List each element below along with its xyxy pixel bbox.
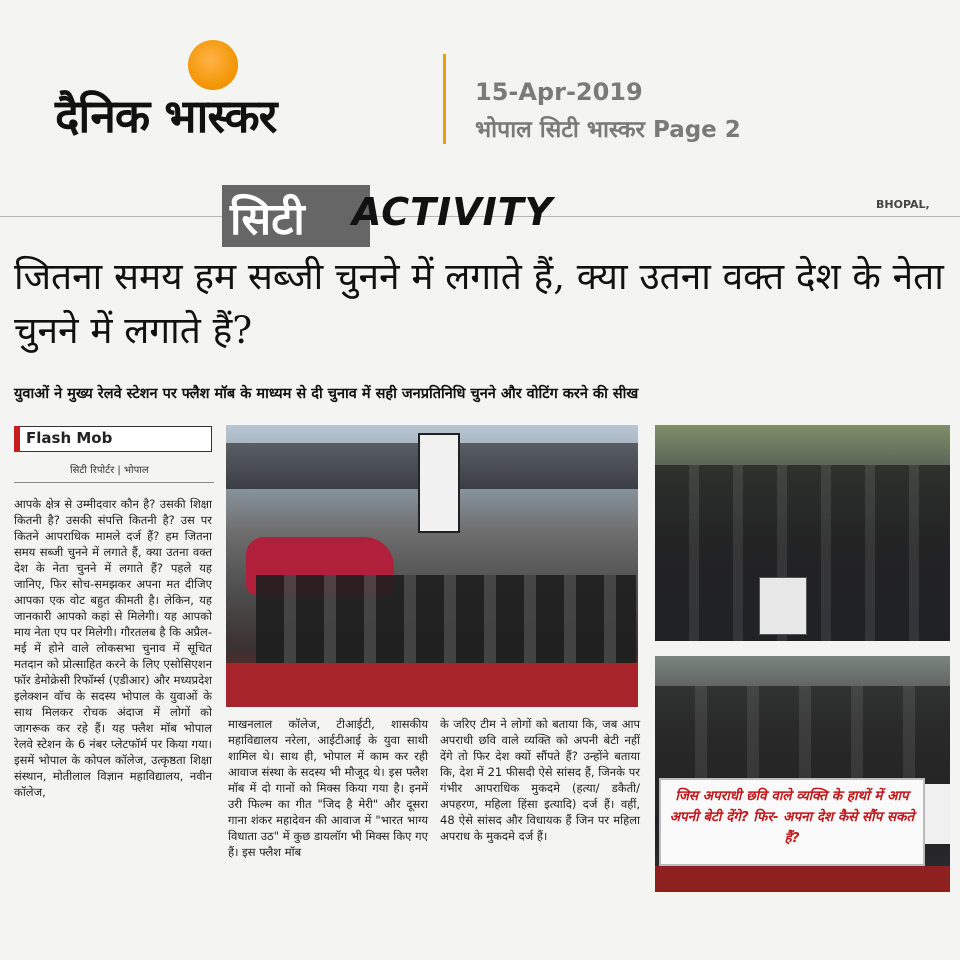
masthead-divider	[443, 54, 446, 144]
red-carpet	[226, 663, 638, 707]
photo-group-hands-together	[655, 425, 950, 641]
body-column-2: माखनलाल कॉलेज, टीआईटी, शासकीय महाविद्यालय नरेला, आईटीआई के युवा साथी शामिल थे। साथ ही, भोपाल में काम कर रही आवाज संस्था के सदस्य भी मौजूद थे। इस फ्लैश मॉब में दो गानों को मिक्स किया गया है। इनमें उरी फिल्म का गीत "जिद है मेरी" और दूसरा गाना शंकर महादेवन की आवाज में "भारत भाग्य विधाता उठ" में कुछ डायलॉग भी मिक्स किए गए हैं। इस फ्लैश मॉब	[228, 717, 428, 859]
article-byline: सिटी रिपोर्टर | भोपाल	[70, 465, 149, 476]
placard-sign	[759, 577, 807, 635]
body-column-3: के जरिए टीम ने लोगों को बताया कि, जब आप अपराधी छवि वाले व्यक्ति को अपनी बेटी नहीं देंगे तो फिर देश क्यों सौंपते हैं? उन्होंने बताया कि, देश में 21 फीसदी ऐसे सांसद हैं, जिनके पर गंभीर आपराधिक मुकदमे (हत्या/ डकैती/ अपहरण, महिला हिंसा इत्यादि) दर्ज हैं। वहीं, 48 ऐसे सांसद और विधायक हैं जिन पर महिला अपराध के मुकदमे दर्ज हैं।	[440, 717, 640, 843]
photo-flash-mob-station	[226, 425, 638, 707]
protest-banner	[659, 778, 925, 866]
byline-rule	[14, 482, 214, 483]
article-subheadline: युवाओं ने मुख्य रेलवे स्टेशन पर फ्लैश मॉब के माध्यम से दी चुनाव में सही जनप्रतिनिधि चुनने और वोटिंग करने की सीख	[14, 386, 639, 402]
tag-accent-bar	[14, 426, 20, 452]
raised-placard	[418, 433, 460, 533]
side-banner	[923, 784, 950, 844]
newspaper-logo: दैनिक भास्कर	[55, 89, 277, 143]
photo-salute-banner	[655, 656, 950, 892]
article-headline: जितना समय हम सब्जी चुनने में लगाते हैं, क्या उतना वक्त देश के नेता चुनने में लगाते हैं?	[14, 255, 944, 352]
article-tag: Flash Mob	[26, 429, 113, 447]
banner-text: जिस अपराधी छवि वाले व्यक्ति के हाथों में आप अपनी बेटी देंगे? फिर- अपना देश कैसे सौंप सकते हैं?	[669, 788, 915, 846]
issue-date: 15-Apr-2019	[475, 78, 643, 106]
city-label: सिटी	[230, 194, 305, 245]
sun-logo-icon	[188, 40, 238, 90]
edition-label: भोपाल सिटी भास्कर Page 2	[475, 117, 741, 143]
body-column-1: आपके क्षेत्र से उम्मीदवार कौन है? उसकी शिक्षा कितनी है? उसकी संपत्ति कितनी है? उस पर कितने आपराधिक मामले दर्ज हैं? हम जितना समय सब्जी चुनने में लगाते हैं, क्या उतना वक्त देश के नेता चुनने में लगाते हैं? पहले यह जानिए, फिर सोच-समझकर अपना मत दीजिए आपका एक वोट बहुत कीमती है। लेकिन, यह जानकारी आपको कहां से मिलेगी। यह आपको माय नेता एप पर मिलेगी। गौरतलब है कि अप्रैल-मई में होने वाले लोकसभा चुनाव में सूचित मतदान को प्रोत्साहित करने के लिए एसोसिएशन फॉर डेमोक्रेसी रिफॉर्म्स (एडीआर) और मध्यप्रदेश इलेक्शन वॉच के सदस्य भोपाल के युवाओं के साथ मिलकर रोचक अंदाज में लोगों को जागरूक कर रहे हैं। यह फ्लैश मॉब भोपाल रेलवे स्टेशन के 6 नंबर प्लेटफॉर्म पर किया गया। इसमें भोपाल के कोपल कॉलेज, उत्कृष्ठता शिक्षा संस्थान, मोतीलाल विज्ञान महाविद्यालय, नवीन कॉलेज,	[14, 497, 212, 799]
location-label: BHOPAL,	[876, 198, 930, 211]
red-carpet-bottom	[655, 866, 950, 892]
activity-label: ACTIVITY	[352, 190, 554, 234]
performers-group	[256, 575, 636, 667]
